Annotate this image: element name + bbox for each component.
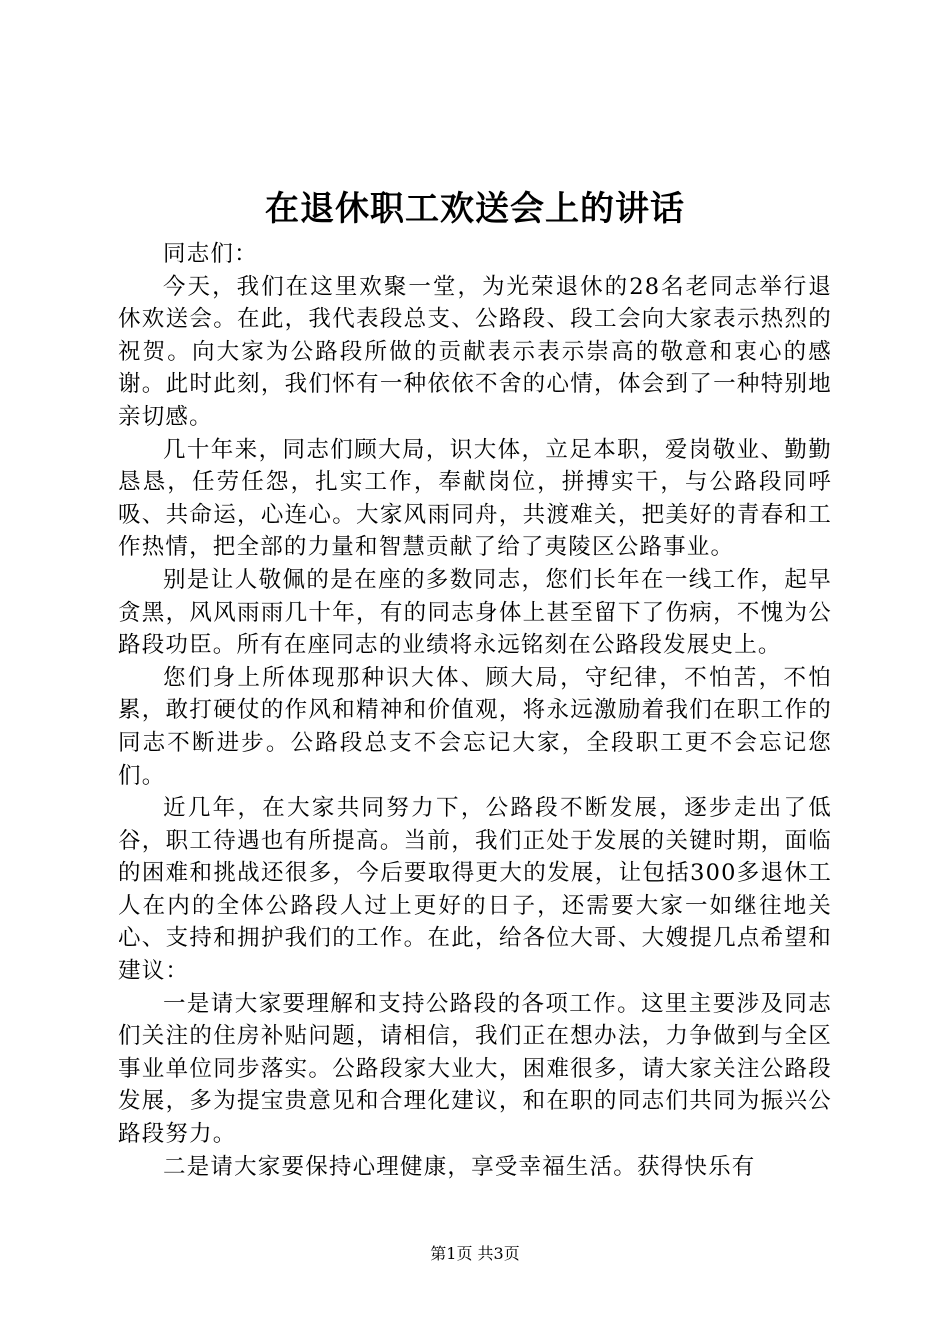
- body-paragraph: 别是让人敬佩的是在座的多数同志，您们长年在一线工作，起早贪黑，风风雨雨几十年，有的同志身体上甚至留下了伤病，不愧为公路段功臣。所有在座同志的业绩将永远铭刻在公路段发展史上。: [118, 566, 832, 659]
- document-body: [118, 238, 832, 1183]
- document-title: 在退休职工欢送会上的讲话: [265, 189, 685, 229]
- page-number-footer: 第1页 共3页: [430, 1244, 520, 1263]
- body-paragraph: 一是请大家要理解和支持公路段的各项工作。这里主要涉及同志们关注的住房补贴问题，请相信，我们正在想办法，力争做到与全区事业单位同步落实。公路段家大业大，困难很多，请大家关注公路段发展，多为提宝贵意见和合理化建议，和在职的同志们共同为振兴公路段努力。: [118, 990, 832, 1148]
- body-paragraph: 近几年，在大家共同努力下，公路段不断发展，逐步走出了低谷，职工待遇也有所提高。当前，我们正处于发展的关键时期，面临的困难和挑战还很多，今后要取得更大的发展，让包括300多退休工人在内的全体公路段人过上更好的日子，还需要大家一如继往地关心、支持和拥护我们的工作。在此，给各位大哥、大嫂提几点希望和建议：: [118, 795, 832, 985]
- body-paragraph: 几十年来，同志们顾大局，识大体，立足本职，爱岗敬业、勤勤恳恳，任劳任怨，扎实工作，奉献岗位，拼搏实干，与公路段同呼吸、共命运，心连心。大家风雨同舟，共渡难关，把美好的青春和工作热情，把全部的力量和智慧贡献了给了夷陵区公路事业。: [118, 436, 832, 561]
- salutation: 同志们：: [163, 241, 258, 267]
- body-paragraph: 二是请大家要保持心理健康，享受幸福生活。获得快乐有: [163, 1153, 756, 1180]
- body-paragraph: 今天，我们在这里欢聚一堂，为光荣退休的28名老同志举行退休欢送会。在此，我代表段总支、公路段、段工会向大家表示热烈的祝贺。向大家为公路段所做的贡献表示表示崇高的敬意和衷心的感谢。此时此刻，我们怀有一种依依不舍的心情，体会到了一种特别地亲切感。: [118, 273, 832, 430]
- body-paragraph: 您们身上所体现那种识大体、顾大局，守纪律，不怕苦，不怕累，敢打硬仗的作风和精神和价值观，将永远激励着我们在职工作的同志不断进步。公路段总支不会忘记大家，全段职工更不会忘记您们。: [118, 664, 832, 789]
